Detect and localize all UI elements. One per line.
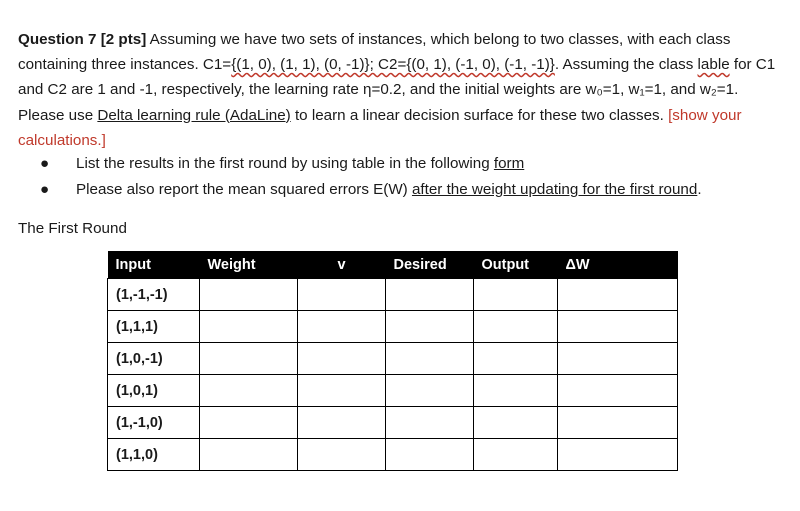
empty-cell xyxy=(200,279,298,311)
empty-cell xyxy=(474,375,558,407)
table-row xyxy=(108,407,678,439)
empty-cell xyxy=(386,407,474,439)
empty-cell xyxy=(474,439,558,471)
input-cell: (1,-1,0) xyxy=(108,407,200,439)
table-row xyxy=(108,311,678,343)
empty-cell xyxy=(474,407,558,439)
empty-cell xyxy=(558,407,678,439)
empty-cell xyxy=(298,375,386,407)
header-v: v xyxy=(298,251,386,279)
empty-cell xyxy=(474,311,558,343)
header-desired: Desired xyxy=(386,251,474,279)
delta-rule-link: Delta learning rule (AdaLine) xyxy=(97,106,291,124)
empty-cell xyxy=(474,343,558,375)
header-input: Input xyxy=(108,251,200,279)
header-output: Output xyxy=(474,251,558,279)
empty-cell xyxy=(386,311,474,343)
header-delta-w: ΔW xyxy=(558,251,678,279)
empty-cell xyxy=(558,375,678,407)
input-cell: (1,1,0) xyxy=(108,439,200,471)
empty-cell xyxy=(200,375,298,407)
empty-cell xyxy=(558,279,678,311)
empty-cell xyxy=(386,343,474,375)
empty-cell xyxy=(298,311,386,343)
bullet-1: ● List the results in the first round by using table in the following form xyxy=(40,151,524,176)
empty-cell xyxy=(200,439,298,471)
input-cell: (1,-1,-1) xyxy=(108,279,200,311)
bullet-icon: ● xyxy=(40,155,50,172)
empty-cell xyxy=(558,343,678,375)
empty-cell xyxy=(200,343,298,375)
bullet-icon: ● xyxy=(40,181,50,198)
empty-cell xyxy=(386,375,474,407)
table-row xyxy=(108,343,678,375)
question-text: Question 7 [2 pts] Assuming we have two sets of instances, which belong to two classes, with each class containing three instances. C1={(1, 0), (1, 1), (0, -1)}; C2={(0, 1), (-1, 0), (-1, -1)}. Assuming the class lable for C1 and C2 are 1 and -1, respectively, the learning rate η=0.2, and the initial weights are w₀=1, w₁=1, and w₂=1. Please use Delta learning rule (AdaLine) to learn a linear decision surface for these two classes. [show your calculations.] xyxy=(18,31,776,149)
empty-cell xyxy=(200,407,298,439)
empty-cell xyxy=(386,279,474,311)
results-table xyxy=(107,251,678,471)
empty-cell xyxy=(298,439,386,471)
empty-cell xyxy=(298,279,386,311)
table-row xyxy=(108,375,678,407)
empty-cell xyxy=(200,311,298,343)
table-row xyxy=(108,439,678,471)
input-cell: (1,0,-1) xyxy=(108,343,200,375)
empty-cell xyxy=(298,343,386,375)
empty-cell xyxy=(474,279,558,311)
table-header-row xyxy=(108,251,678,279)
empty-cell xyxy=(558,439,678,471)
bullet-2: ● Please also report the mean squared errors E(W) after the weight updating for the first round. xyxy=(40,177,702,202)
empty-cell xyxy=(298,407,386,439)
table-row xyxy=(108,279,678,311)
empty-cell xyxy=(386,439,474,471)
question-label: Question 7 [2 pts] xyxy=(18,31,147,48)
input-cell: (1,1,1) xyxy=(108,311,200,343)
first-round-label: The First Round xyxy=(18,220,127,237)
empty-cell xyxy=(558,311,678,343)
header-weight: Weight xyxy=(200,251,298,279)
input-cell: (1,0,1) xyxy=(108,375,200,407)
show-calculations: [show your calculations.] xyxy=(18,106,742,149)
